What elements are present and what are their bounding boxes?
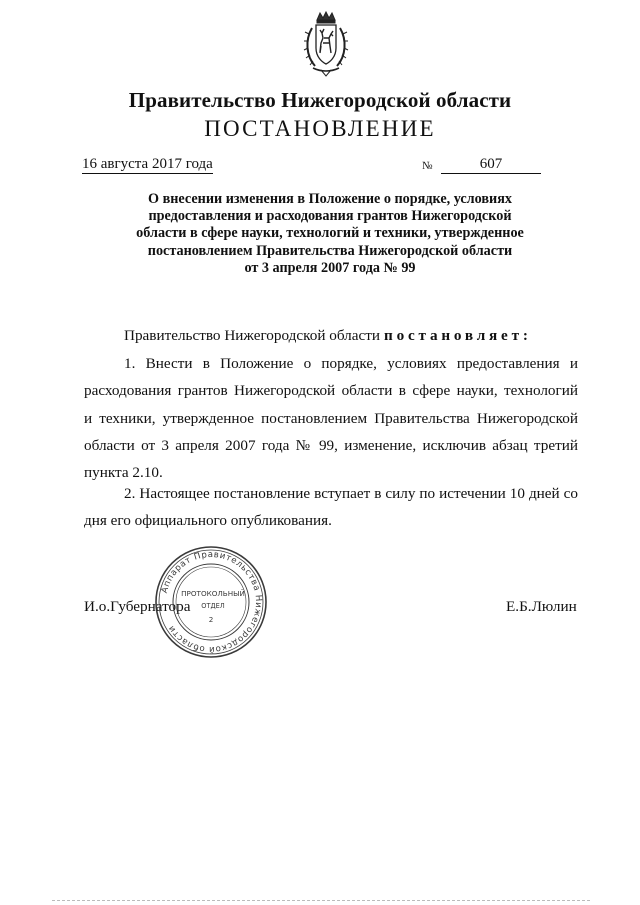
paragraph-1 xyxy=(84,350,578,486)
number-label: № xyxy=(422,160,433,172)
paragraph-2 xyxy=(84,480,578,535)
paragraph-line: области от 3 апреля 2007 года № 99, изменение, исключив абзац третий xyxy=(84,436,578,454)
subject-line: области в сфере науки, технологий и техники, утвержденное xyxy=(136,225,524,242)
subject-line: от 3 апреля 2007 года № 99 xyxy=(244,259,416,276)
paragraph-line: пункта 2.10. xyxy=(84,464,163,482)
paragraph-line: дня его официального опубликования. xyxy=(84,512,332,530)
subject-line: предоставления и расходования грантов Нижегородской xyxy=(148,208,512,225)
decree-word: постановляет: xyxy=(384,327,532,344)
document-number: 607 xyxy=(441,155,541,174)
document-date: 16 августа 2017 года xyxy=(82,156,213,172)
official-stamp xyxy=(153,544,269,660)
stamp-number: 2 xyxy=(208,615,214,624)
subject-line: О внесении изменения в Положение о порядке, условиях xyxy=(148,191,512,207)
coat-of-arms-icon xyxy=(303,10,349,78)
paragraph-line: и техники, утвержденное постановлением Правительства Нижегородской xyxy=(84,409,578,427)
stamp-ring-text: Аппарат Правительства Нижегородской области xyxy=(159,549,264,655)
paragraph-line: 1. Внести в Положение о порядке, условиях предоставления и xyxy=(124,355,578,372)
decree-intro xyxy=(84,322,578,349)
organization-title: Правительство Нижегородской области xyxy=(128,88,512,112)
document-subject xyxy=(110,191,550,277)
document-type: ПОСТАНОВЛЕНИЕ xyxy=(204,116,436,141)
paragraph-line: расходования грантов Нижегородской области в сфере науки, технологий xyxy=(84,382,578,400)
stamp-line-1: ПРОТОКОЛЬНЫЙ xyxy=(181,589,245,598)
signer-name: Е.Б.Люлин xyxy=(506,598,577,615)
scan-edge-line xyxy=(52,899,592,902)
paragraph-line: 2. Настоящее постановление вступает в силу по истечении 10 дней со xyxy=(124,485,578,502)
decree-intro-text: Правительство Нижегородской области xyxy=(124,327,381,344)
signer-title: И.о.Губернатора xyxy=(84,598,191,615)
stamp-line-2: ОТДЕЛ xyxy=(201,602,225,610)
subject-line: постановлением Правительства Нижегородской области xyxy=(147,242,513,259)
